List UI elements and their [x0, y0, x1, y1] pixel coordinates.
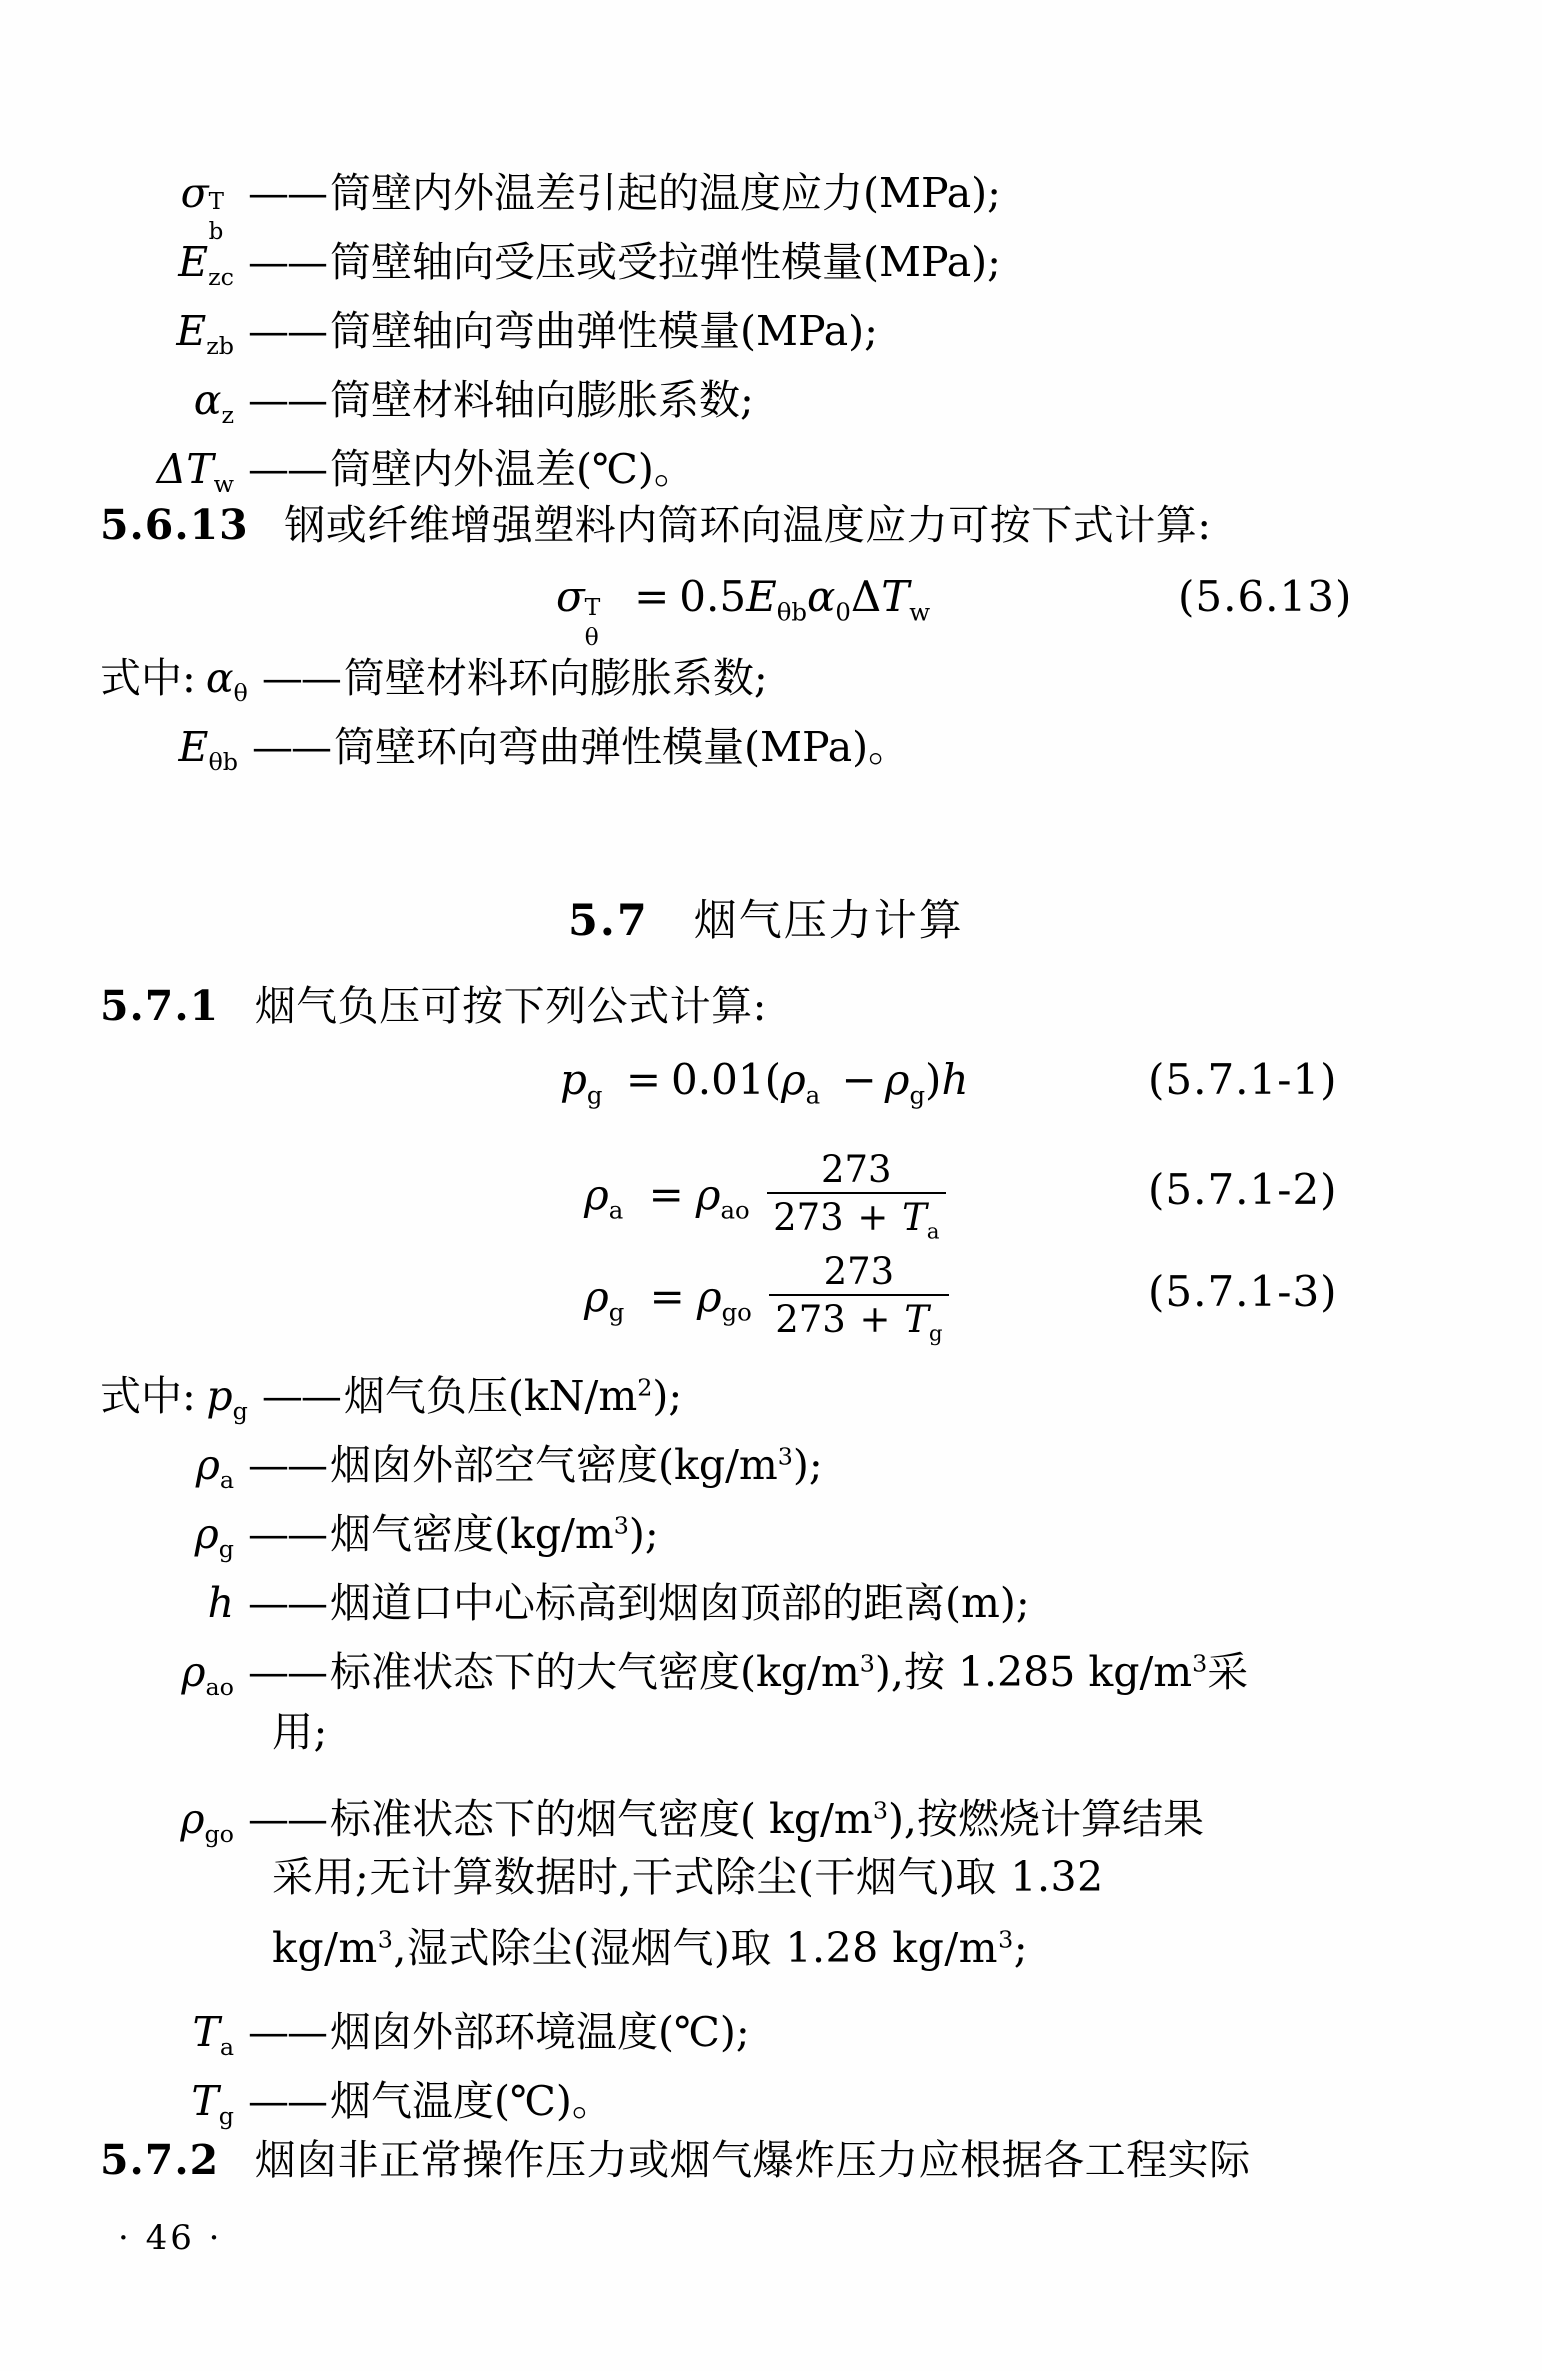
symbol-def-text: 烟气负压$(kN/m^2)$;: [343, 1372, 683, 1420]
clause-text: 钢或纤维增强塑料内筒环向温度应力可按下式计算:: [284, 501, 1212, 549]
formula-5-7-1-2: $\rho_a = \rho_{ao}$ $\frac{273}{273 + T_a}$: [584, 1150, 950, 1246]
symbol-def-row: [100, 645, 768, 707]
section-number: 5.7: [568, 896, 649, 946]
clause-5-6-13: [100, 501, 1212, 549]
symbol-alpha-z: $\alpha_z$: [193, 376, 234, 430]
symbol-rho-g: $\rho_g$: [194, 1510, 234, 1564]
symbol-E-zb: $E_{zb}$: [176, 307, 234, 361]
symbol-def-row: [186, 367, 754, 429]
section-title-text: 烟气压力计算: [693, 896, 964, 946]
symbol-def-row: [164, 1639, 1248, 1701]
em-dash: ——: [248, 2008, 326, 2056]
clause-text: 烟气负压可按下列公式计算:: [254, 982, 767, 1030]
em-dash: ——: [248, 1510, 326, 1558]
fraction-numerator: 273: [767, 1148, 945, 1194]
symbol-rho-ao: $\rho_{ao}$: [181, 1648, 234, 1702]
symbol-def-row: [176, 160, 1001, 245]
symbol-def-row: [168, 229, 1001, 291]
symbol-sigma-b-T: σ T b: [180, 169, 224, 245]
clause-5-7-1: [100, 982, 767, 1030]
em-dash: ——: [248, 376, 326, 424]
symbol-def-continuation: 用;: [272, 1708, 328, 1756]
em-dash: ——: [248, 1579, 326, 1627]
fraction: [767, 1148, 945, 1244]
symbol-def-text: 烟道口中心标高到烟囱顶部的距离(m);: [330, 1579, 1030, 1627]
fraction-numerator: 273: [769, 1250, 948, 1296]
em-dash: ——: [248, 307, 326, 355]
symbol-def-text: 烟囱外部环境温度(℃);: [330, 2008, 750, 2056]
clause-number: 5.7.1: [100, 982, 220, 1030]
em-dash: ——: [248, 1795, 326, 1843]
em-dash: ——: [248, 2077, 326, 2125]
fraction-denominator: $273 + T_g$: [775, 1298, 943, 1347]
symbol-def-text: 筒壁轴向弯曲弹性模量(MPa);: [330, 307, 878, 355]
em-dash: ——: [261, 654, 340, 702]
em-dash: ——: [261, 1372, 340, 1420]
symbol-T-a: $T_a$: [192, 2008, 234, 2062]
formula-where-label: 式中:: [100, 654, 196, 702]
em-dash: ——: [248, 169, 326, 217]
symbol-def-row: [192, 1570, 1030, 1629]
symbol-def-text: 烟气温度(℃)。: [330, 2077, 613, 2125]
symbol-def-continuation: 采用;无计算数据时,干式除尘(干烟气)取 1.32: [272, 1853, 1104, 1901]
symbol-def-text: 筒壁内外温差引起的温度应力(MPa);: [330, 169, 1001, 217]
symbol-def-text: 筒壁材料轴向膨胀系数;: [330, 376, 754, 424]
formula-5-6-13: σ T θ = $0.5E_{\theta b}\alpha_0\Delta T_w$: [556, 572, 931, 652]
symbol-def-row: [178, 1501, 659, 1563]
symbol-def-row: [160, 714, 909, 776]
symbol-def-row: [178, 1432, 823, 1494]
symbol-def-text: 烟囱外部空气密度$(kg/m^3)$;: [330, 1441, 823, 1489]
em-dash: ——: [248, 445, 326, 493]
formula-where-label: 式中:: [100, 1372, 196, 1420]
symbol-rho-go: $\rho_{go}$: [180, 1795, 234, 1849]
symbol-def-row: [164, 1786, 1204, 1848]
symbol-T-g: $T_g$: [191, 2077, 234, 2131]
symbol-def-text: 筒壁轴向受压或受拉弹性模量(MPa);: [330, 238, 1001, 286]
em-dash: ——: [248, 1648, 326, 1696]
symbol-def-continuation: $kg/m^3$,湿式除尘(湿烟气)取 1.28 $kg/m^3$;: [272, 1924, 1029, 1972]
symbol-def-row: [100, 1363, 682, 1425]
equation-number-5-7-1-1: (5.7.1-1): [1148, 1055, 1338, 1104]
symbol-def-row: [182, 1999, 750, 2061]
formula-5-7-1-3: $\rho_g = \rho_{go}$ $\frac{273}{273 + T_g}$: [584, 1252, 953, 1348]
equation-number-5-6-13: (5.6.13): [1178, 572, 1353, 621]
clause-5-7-2: [100, 2136, 1251, 2184]
symbol-rho-a: $\rho_a$: [195, 1441, 234, 1495]
symbol-p-g: $p_g$: [206, 1372, 248, 1426]
symbol-def-row: [140, 436, 695, 498]
symbol-delta-T-w: $\Delta T_w$: [156, 445, 234, 499]
symbol-E-theta-b: $E_{\theta b}$: [178, 723, 238, 777]
symbol-def-text: 筒壁材料环向膨胀系数;: [343, 654, 768, 702]
em-dash: ——: [248, 238, 326, 286]
clause-number: 5.7.2: [100, 2136, 220, 2184]
symbol-def-text: 烟气密度$(kg/m^3)$;: [330, 1510, 659, 1558]
equation-number-5-7-1-3: (5.7.1-3): [1148, 1267, 1338, 1316]
formula-5-7-1-1: $p_g = 0.01(\rho_a - \rho_g)h$: [560, 1055, 969, 1110]
symbol-def-text: 标准状态下的大气密度$(kg/m^3)$,按 1.285 $kg/m^3$采: [330, 1648, 1249, 1696]
page-number: · 46 ·: [118, 2218, 223, 2258]
em-dash: ——: [248, 1441, 326, 1489]
symbol-h: h: [207, 1579, 234, 1627]
symbol-def-row: [168, 298, 878, 360]
symbol-E-zc: $E_{zc}$: [178, 238, 234, 292]
section-heading-5-7: [568, 887, 964, 948]
symbol-alpha-theta: $\alpha_\theta$: [205, 654, 248, 708]
symbol-def-text: 标准状态下的烟气密度( $kg/m^3$),按燃烧计算结果: [330, 1795, 1204, 1843]
symbol-def-text: 筒壁内外温差(℃)。: [330, 445, 695, 493]
fraction-denominator: $273 + T_a$: [773, 1196, 940, 1245]
clause-number: 5.6.13: [100, 501, 249, 549]
symbol-def-text: 筒壁环向弯曲弹性模量(MPa)。: [334, 723, 910, 771]
fraction: [769, 1250, 948, 1346]
em-dash: ——: [252, 723, 330, 771]
symbol-def-row: [182, 2068, 613, 2130]
clause-text: 烟囱非正常操作压力或烟气爆炸压力应根据各工程实际: [254, 2136, 1251, 2184]
equation-number-5-7-1-2: (5.7.1-2): [1148, 1165, 1338, 1214]
